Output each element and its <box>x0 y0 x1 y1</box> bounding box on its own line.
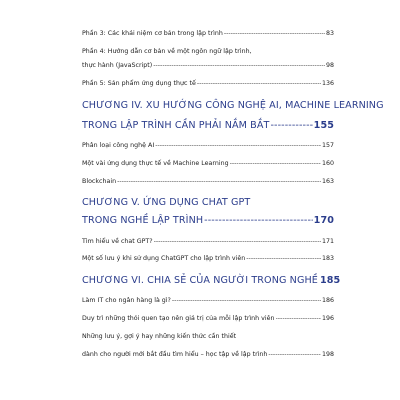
toc-entry-title: Tìm hiểu về chat GPT? <box>82 238 153 245</box>
chapter-title: TRONG LẬP TRÌNH CẦN PHẢI NẮM BẮT <box>82 120 270 131</box>
chapter-iv-heading[interactable] <box>82 120 334 132</box>
dot-leader <box>246 254 321 263</box>
toc-entry-chatgpt-tips[interactable] <box>82 254 334 263</box>
toc-entry-title: Phân loại công nghệ AI <box>82 142 155 149</box>
toc-entry-part-3[interactable] <box>82 29 334 38</box>
toc-entry-blockchain[interactable] <box>82 177 334 186</box>
toc-entry-chat-gpt[interactable] <box>82 237 334 246</box>
toc-entry-beginners[interactable] <box>82 350 334 359</box>
toc-entry-ai-types[interactable] <box>82 141 334 150</box>
dot-leader <box>270 120 312 132</box>
dot-leader <box>117 177 321 186</box>
toc-entry-part-5[interactable] <box>82 79 334 88</box>
toc-entry-page: 83 <box>325 30 334 37</box>
toc-entry-title: thực hành (JavaScript) <box>82 62 153 69</box>
dot-leader <box>153 61 325 70</box>
toc-entry-part-4[interactable] <box>82 61 334 70</box>
toc-entry-page: 136 <box>321 80 334 87</box>
toc-entry-habits[interactable] <box>82 314 334 323</box>
toc-entry-page: 196 <box>321 315 334 322</box>
toc-entry-title: Làm IT cho ngân hàng là gì? <box>82 297 171 304</box>
toc-entry-beginners-line-1[interactable]: Những lưu ý, gợi ý hay những kiến thức cần thiết <box>82 333 237 340</box>
dot-leader <box>155 141 321 150</box>
chapter-page: 185 <box>319 275 341 286</box>
chapter-title: CHƯƠNG VI. CHIA SẺ CỦA NGƯỜI TRONG NGHỀ <box>82 275 318 286</box>
toc-entry-title: Phần 3: Các khái niệm cơ bản trong lập trình <box>82 30 223 37</box>
toc-entry-title: Blockchain <box>82 178 117 185</box>
dot-leader <box>204 215 313 227</box>
toc-entry-it-banking[interactable] <box>82 296 334 305</box>
toc-entry-ml-applications[interactable] <box>82 159 334 168</box>
dot-leader <box>172 296 321 305</box>
toc-entry-page: 157 <box>321 142 334 149</box>
dot-leader <box>154 237 321 246</box>
chapter-page: 155 <box>313 120 334 131</box>
dot-leader <box>197 79 321 88</box>
toc-entry-title: Một vài ứng dụng thực tế về Machine Learning <box>82 160 229 167</box>
toc-entry-page: 198 <box>321 351 334 358</box>
chapter-vi-heading[interactable] <box>82 275 341 287</box>
toc-entry-page: 171 <box>321 238 334 245</box>
chapter-v-heading-line-1[interactable]: CHƯƠNG V. ỨNG DỤNG CHAT GPT <box>82 197 251 208</box>
chapter-v-heading[interactable] <box>82 215 334 227</box>
toc-entry-page: 186 <box>321 297 334 304</box>
dot-leader <box>224 29 325 38</box>
toc-entry-title: Duy trì những thói quen tạo nên giá trị của mỗi lập trình viên <box>82 315 275 322</box>
chapter-page: 170 <box>313 215 334 226</box>
dot-leader <box>268 350 321 359</box>
chapter-iv-heading-line-1[interactable]: CHƯƠNG IV. XU HƯỚNG CÔNG NGHỆ AI, MACHINE LEARNING <box>82 100 384 111</box>
dot-leader <box>276 314 321 323</box>
toc-entry-title: Phần 5: Sản phẩm ứng dụng thực tế <box>82 80 196 87</box>
toc-entry-title: Một số lưu ý khi sử dụng ChatGPT cho lập trình viên <box>82 255 246 262</box>
toc-entry-page: 163 <box>321 178 334 185</box>
toc-entry-page: 183 <box>321 255 334 262</box>
toc-entry-page: 98 <box>325 62 334 69</box>
chapter-title: TRONG NGHỀ LẬP TRÌNH <box>82 215 204 226</box>
dot-leader <box>230 159 321 168</box>
toc-entry-part-4-line-1[interactable]: Phần 4: Hướng dẫn cơ bản về một ngôn ngữ lập trình, <box>82 48 252 55</box>
toc-entry-title: dành cho người mới bắt đầu tìm hiểu – học tập về lập trình <box>82 351 268 358</box>
toc-entry-page: 160 <box>321 160 334 167</box>
